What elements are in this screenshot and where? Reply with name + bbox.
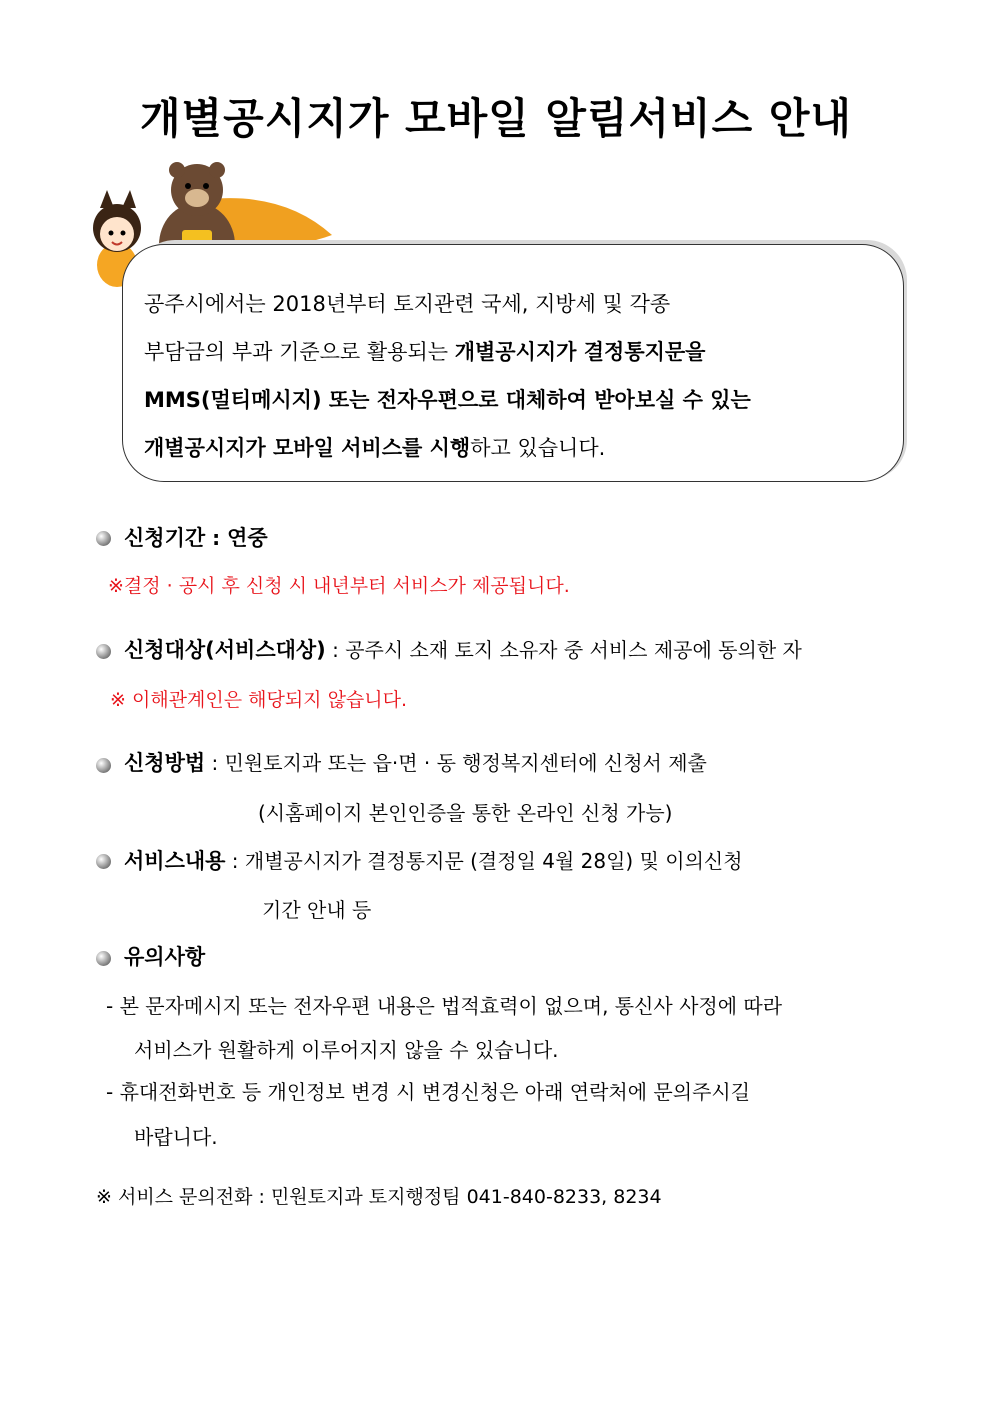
period-row — [124, 522, 268, 552]
cautions-label: 유의사항 — [124, 945, 206, 969]
method-text-2: (시홈페이지 본인인증을 통한 온라인 신청 가능) — [258, 801, 673, 825]
bullet-icon — [96, 854, 111, 869]
content-label: 서비스내용 — [124, 849, 226, 873]
contact-info: ※ 서비스 문의전화 : 민원토지과 토지행정팀 041-840-8233, 8234 — [96, 1186, 662, 1208]
intro-text-bold: MMS(멀티메시지) 또는 전자우편으로 대체하여 받아보실 수 있는 — [144, 388, 751, 412]
caution-item-2-line-2: 바랍니다. — [134, 1125, 218, 1149]
intro-text-bold: 개별공시지가 모바일 서비스를 시행 — [144, 436, 471, 460]
intro-line — [144, 424, 902, 472]
page-title: 개별공시지가 모바일 알림서비스 안내 — [139, 94, 853, 143]
period-label: 신청기간 — [124, 526, 206, 550]
caution-item-2-line-1: - 휴대전화번호 등 개인정보 변경 시 변경신청은 아래 연락처에 문의주시길 — [106, 1080, 751, 1104]
target-text: : 공주시 소재 토지 소유자 중 서비스 제공에 동의한 자 — [325, 638, 802, 662]
content-row — [124, 845, 743, 875]
method-text: : 민원토지과 또는 읍·면 · 동 행정복지센터에 신청서 제출 — [205, 751, 707, 775]
period-note: ※결정 · 공시 후 신청 시 내년부터 서비스가 제공됩니다. — [108, 575, 570, 597]
intro-text-part: 하고 있습니다. — [470, 436, 606, 460]
bullet-icon — [96, 758, 111, 773]
intro-line — [144, 376, 902, 424]
bullet-icon — [96, 531, 111, 546]
period-value: 연중 — [227, 526, 268, 550]
intro-text-bold: 개별공시지가 결정통지문을 — [454, 340, 706, 364]
bullet-icon — [96, 644, 111, 659]
caution-item-1-line-2: 서비스가 원활하게 이루어지지 않을 수 있습니다. — [134, 1038, 559, 1062]
intro-text — [144, 280, 902, 472]
method-label: 신청방법 — [124, 751, 206, 775]
intro-line: 공주시에서는 2018년부터 토지관련 국세, 지방세 및 각종 — [144, 292, 671, 316]
content-text: : 개별공시지가 결정통지문 (결정일 4월 28일) 및 이의신청 — [225, 849, 743, 873]
period-separator: : — [205, 526, 228, 550]
target-note: ※ 이해관계인은 해당되지 않습니다. — [110, 689, 408, 711]
intro-line — [144, 328, 902, 376]
caution-item-1-line-1: - 본 문자메시지 또는 전자우편 내용은 법적효력이 없으며, 통신사 사정에 따라 — [106, 994, 783, 1018]
target-label: 신청대상(서비스대상) — [124, 638, 326, 662]
method-row — [124, 747, 707, 777]
target-row — [124, 634, 802, 664]
bullet-icon — [96, 951, 111, 966]
intro-text-part: 부담금의 부과 기준으로 활용되는 — [144, 340, 455, 364]
content-text-2: 기간 안내 등 — [262, 898, 372, 922]
